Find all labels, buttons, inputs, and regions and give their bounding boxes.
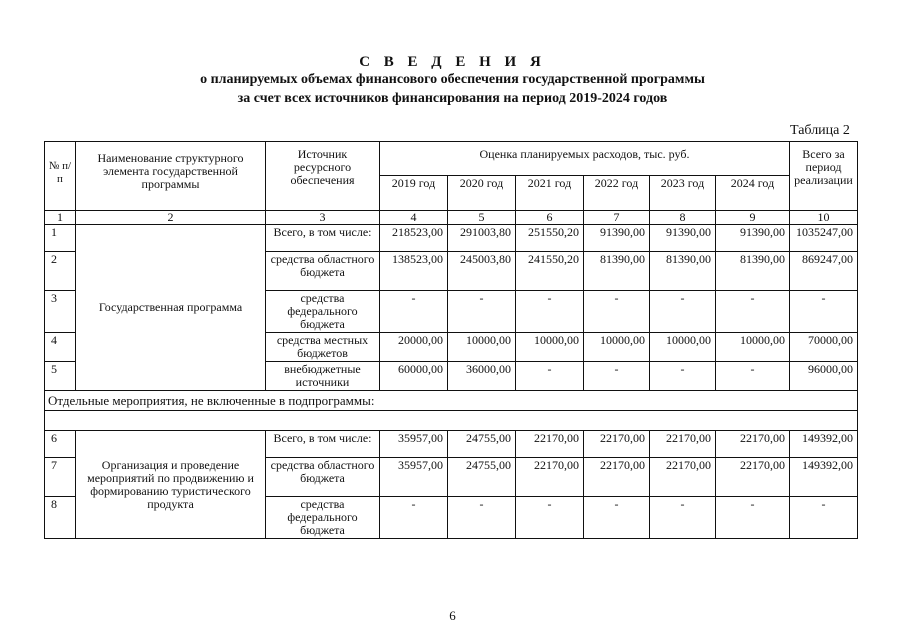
header-year: 2024 год [716,176,790,211]
value-cell: 251550,20 [516,225,584,252]
element-name: Государственная программа [76,225,266,391]
value-cell: 245003,80 [448,252,516,291]
header-year: 2022 год [584,176,650,211]
value-cell: 24755,00 [448,458,516,497]
source-cell: внебюджетные источники [266,362,380,391]
value-cell: 291003,80 [448,225,516,252]
value-cell: 81390,00 [650,252,716,291]
row-number: 4 [45,333,76,362]
header-source: Источник ресурсного обеспечения [266,142,380,211]
value-cell: - [448,291,516,333]
row-number: 2 [45,252,76,291]
header-year: 2020 год [448,176,516,211]
element-name: Организация и проведение мероприятий по продвижению и формированию туристического продукта [76,431,266,539]
value-cell: 10000,00 [584,333,650,362]
value-cell: - [380,291,448,333]
value-cell: - [716,291,790,333]
value-cell: 10000,00 [716,333,790,362]
header-estimate: Оценка планируемых расходов, тыс. руб. [380,142,790,176]
column-index: 7 [584,211,650,225]
value-cell: 35957,00 [380,458,448,497]
value-cell: 81390,00 [584,252,650,291]
source-cell: Всего, в том числе: [266,431,380,458]
row-number: 6 [45,431,76,458]
value-cell: - [516,362,584,391]
source-cell: средства областного бюджета [266,458,380,497]
column-index: 5 [448,211,516,225]
document-subtitle-line2: за счет всех источников финансирования на период 2019-2024 годов [237,91,668,106]
value-cell: 10000,00 [516,333,584,362]
value-cell: - [380,497,448,539]
total-cell: 149392,00 [790,458,858,497]
row-number: 3 [45,291,76,333]
value-cell: 81390,00 [716,252,790,291]
column-index: 2 [76,211,266,225]
value-cell: 22170,00 [716,458,790,497]
value-cell: - [650,497,716,539]
row-number: 8 [45,497,76,539]
value-cell: 22170,00 [716,431,790,458]
total-cell: 70000,00 [790,333,858,362]
value-cell: 91390,00 [584,225,650,252]
value-cell: - [584,362,650,391]
value-cell: 10000,00 [448,333,516,362]
spacer-row [45,411,858,431]
table-row [45,431,858,458]
value-cell: 24755,00 [448,431,516,458]
value-cell: 35957,00 [380,431,448,458]
source-cell: средства федерального бюджета [266,497,380,539]
value-cell: - [448,497,516,539]
row-number: 7 [45,458,76,497]
source-cell: средства федерального бюджета [266,291,380,333]
value-cell: 22170,00 [650,431,716,458]
value-cell: - [716,362,790,391]
total-cell: 149392,00 [790,431,858,458]
total-cell: 96000,00 [790,362,858,391]
total-cell: 869247,00 [790,252,858,291]
value-cell: 60000,00 [380,362,448,391]
header-year: 2023 год [650,176,716,211]
source-cell: средства местных бюджетов [266,333,380,362]
column-index: 4 [380,211,448,225]
funding-table [44,141,858,539]
header-year: 2021 год [516,176,584,211]
table-label: Таблица 2 [790,123,850,138]
table-row [45,225,858,252]
value-cell: 22170,00 [516,431,584,458]
row-number: 5 [45,362,76,391]
value-cell: 138523,00 [380,252,448,291]
value-cell: - [516,291,584,333]
total-cell: - [790,497,858,539]
header-total: Всего за период реализации [790,142,858,211]
column-index: 10 [790,211,858,225]
value-cell: 22170,00 [650,458,716,497]
column-index: 9 [716,211,790,225]
value-cell: - [584,497,650,539]
value-cell: 22170,00 [584,458,650,497]
row-number: 1 [45,225,76,252]
value-cell: 20000,00 [380,333,448,362]
source-cell: Всего, в том числе: [266,225,380,252]
document-subtitle-line1: о планируемых объемах финансового обеспечения государственной программы [200,72,705,87]
header-year: 2019 год [380,176,448,211]
value-cell: 218523,00 [380,225,448,252]
value-cell: 36000,00 [448,362,516,391]
source-cell: средства областного бюджета [266,252,380,291]
value-cell: 241550,20 [516,252,584,291]
header-num: № п/п [45,142,76,211]
section-row [45,391,858,411]
value-cell: - [650,362,716,391]
value-cell: 10000,00 [650,333,716,362]
column-index: 3 [266,211,380,225]
value-cell: - [716,497,790,539]
total-cell: - [790,291,858,333]
spacer-cell [45,411,858,431]
header-name: Наименование структурного элемента государственной программы [76,142,266,211]
value-cell: 22170,00 [516,458,584,497]
value-cell: 22170,00 [584,431,650,458]
value-cell: 91390,00 [650,225,716,252]
page-number: 6 [449,608,456,623]
value-cell: 91390,00 [716,225,790,252]
document-title: С В Е Д Е Н И Я [359,54,546,70]
section-title: Отдельные мероприятия, не включенные в подпрограммы: [45,391,858,411]
column-index: 6 [516,211,584,225]
value-cell: - [650,291,716,333]
total-cell: 1035247,00 [790,225,858,252]
value-cell: - [584,291,650,333]
column-index: 8 [650,211,716,225]
column-index: 1 [45,211,76,225]
value-cell: - [516,497,584,539]
